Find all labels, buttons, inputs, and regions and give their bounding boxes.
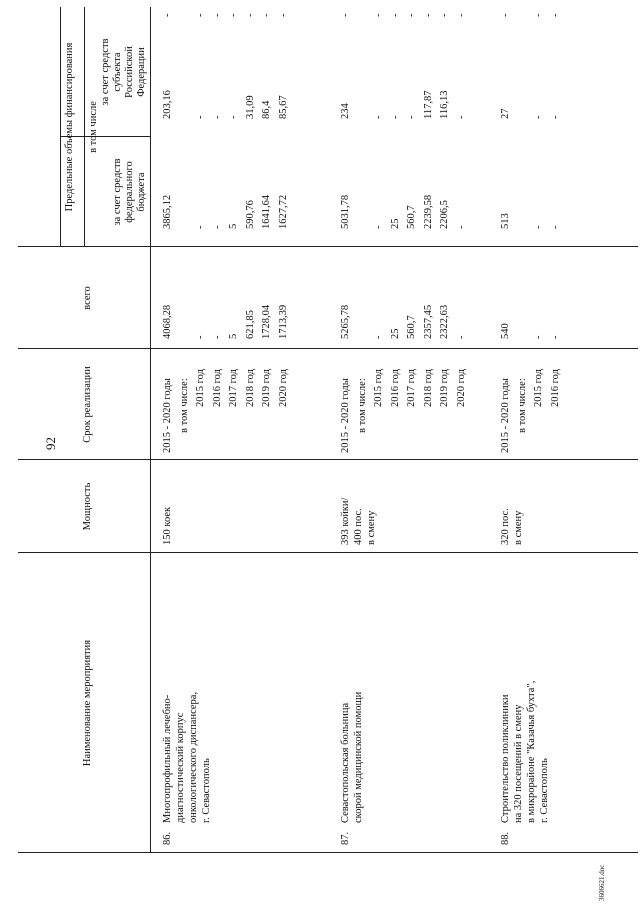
total-value: 5265,78	[340, 304, 351, 339]
year-extrabudget: -	[455, 13, 467, 17]
including-label: в том числе:	[178, 378, 190, 433]
year-subject: 116,13	[439, 90, 450, 119]
header-subject-line: Российской	[124, 46, 136, 98]
period-range: 2015 - 2020 годы	[162, 378, 173, 453]
extrabudget-value: -	[162, 13, 173, 17]
column-divider	[18, 552, 638, 553]
header-federal	[112, 137, 148, 247]
header-subject-line: субъекта	[112, 52, 124, 92]
header-period: Срок реализации	[82, 366, 93, 443]
year-extrabudget: -	[422, 13, 434, 17]
year-label: 2020 год	[455, 369, 467, 407]
year-label: 2016 год	[389, 369, 401, 407]
year-label: 2015 год	[373, 369, 384, 407]
year-extrabudget: -	[244, 13, 256, 17]
subject-value: 27	[500, 108, 511, 119]
capacity-line: 320 пос.	[500, 508, 511, 545]
extrabudget-value: -	[500, 13, 511, 17]
header-funding: Предельные объемы финансирования	[64, 42, 75, 212]
header-divider	[60, 7, 61, 247]
year-subject: -	[406, 115, 417, 119]
year-total: -	[549, 335, 561, 339]
measure-name-line: онкологического диспансера,	[188, 691, 199, 823]
year-extrabudget: -	[261, 13, 272, 17]
year-federal: -	[373, 225, 384, 229]
year-label: 2018 год	[422, 369, 434, 407]
measure-name-line: Строительство поликлиники	[500, 694, 511, 823]
year-total: 25	[389, 328, 401, 339]
header-including: в том числе	[88, 101, 99, 153]
header-bottom-line	[150, 7, 151, 853]
measure-name-line: скорой медицинской помощи	[353, 691, 364, 823]
year-total: 2357,45	[422, 304, 434, 339]
year-label: 2019 год	[261, 369, 272, 407]
total-value: 540	[500, 323, 511, 339]
year-subject: 86,4	[261, 100, 272, 119]
period-range: 2015 - 2020 годы	[340, 378, 351, 453]
year-total: 560,7	[406, 315, 417, 339]
year-label: 2015 год	[195, 369, 206, 407]
measure-name-line: в микрорайоне "Казачья бухта",	[526, 680, 537, 823]
header-federal-line: федерального	[124, 161, 136, 223]
year-subject: -	[373, 115, 384, 119]
year-subject: -	[228, 115, 239, 119]
year-federal: 5	[228, 223, 239, 229]
measure-name-line: на 320 посещений в смену	[513, 704, 524, 823]
year-total: -	[455, 335, 467, 339]
capacity-line: в смену	[513, 510, 524, 545]
year-extrabudget: -	[549, 13, 561, 17]
year-federal: -	[455, 225, 467, 229]
year-extrabudget: -	[373, 13, 384, 17]
year-federal: 2206,5	[439, 200, 450, 229]
including-label: в том числе:	[516, 378, 528, 433]
year-subject: -	[455, 115, 467, 119]
year-label: 2017 год	[406, 369, 417, 407]
period-range: 2015 - 2020 годы	[500, 378, 511, 453]
column-divider	[18, 459, 638, 460]
year-subject: -	[389, 115, 401, 119]
year-federal: 1627,72	[277, 194, 289, 229]
year-total: -	[533, 335, 544, 339]
year-federal: 560,7	[406, 205, 417, 229]
header-subject-line: за счет средств	[100, 38, 111, 106]
federal-value: 513	[500, 213, 511, 229]
measure-name-line: диагностический корпус	[175, 712, 186, 823]
year-federal: 1641,64	[261, 194, 272, 229]
year-total: 1713,39	[277, 304, 289, 339]
including-label: в том числе:	[356, 378, 368, 433]
year-subject: -	[533, 115, 544, 119]
year-extrabudget: -	[406, 13, 417, 17]
year-total: 621,85	[244, 310, 256, 339]
extrabudget-value: -	[340, 13, 351, 17]
subject-value: 234	[340, 103, 351, 119]
year-extrabudget: -	[439, 13, 450, 17]
column-divider	[18, 246, 638, 247]
measure-name-line: г. Севастополь	[539, 758, 550, 823]
year-label: 2016 год	[211, 369, 223, 407]
capacity-line: в смену	[366, 510, 377, 545]
header-subject	[100, 7, 148, 137]
year-subject: 85,67	[277, 95, 289, 119]
year-extrabudget: -	[389, 13, 401, 17]
measure-name-line: Многопрофильный лечебно-	[162, 694, 173, 823]
column-divider	[18, 348, 638, 349]
capacity-line: 150 коек	[162, 506, 173, 545]
year-label: 2015 год	[533, 369, 544, 407]
year-federal: 2239,58	[422, 194, 434, 229]
year-total: -	[195, 335, 206, 339]
year-total: -	[373, 335, 384, 339]
year-federal: -	[195, 225, 206, 229]
year-subject: -	[549, 115, 561, 119]
header-subject-line: Федерации	[136, 47, 148, 97]
year-label: 2019 год	[439, 369, 450, 407]
header-federal-line: за счет средств	[112, 158, 123, 226]
total-value: 4068,28	[162, 304, 173, 339]
row-number: 88.	[500, 831, 511, 845]
row-number: 86.	[162, 831, 173, 845]
year-federal: 590,76	[244, 200, 256, 229]
capacity-line: 400 пос.	[353, 508, 364, 545]
year-label: 2018 год	[244, 369, 256, 407]
year-federal: -	[211, 225, 223, 229]
subject-value: 203,16	[162, 90, 173, 119]
year-extrabudget: -	[277, 13, 289, 17]
page-number: 92	[43, 437, 58, 450]
header-total: всего	[82, 286, 93, 310]
year-federal: -	[533, 225, 544, 229]
year-total: 5	[228, 333, 239, 339]
year-subject: -	[195, 115, 206, 119]
year-extrabudget: -	[228, 13, 239, 17]
year-total: 2322,63	[439, 304, 450, 339]
header-federal-line: бюджета	[136, 172, 148, 212]
file-reference: 3606621.doc	[598, 864, 606, 901]
table-border-left	[18, 852, 638, 853]
year-label: 2017 год	[228, 369, 239, 407]
federal-value: 3865,12	[162, 194, 173, 229]
measure-name-line: Севастопольская больница	[340, 702, 351, 823]
year-extrabudget: -	[533, 13, 544, 17]
year-federal: 25	[389, 218, 401, 229]
year-label: 2016 год	[549, 369, 561, 407]
header-name: Наименование мероприятия	[82, 639, 93, 767]
measure-name-line: г. Севастополь	[201, 758, 212, 823]
row-number: 87.	[340, 831, 351, 845]
capacity-line: 393 койки/	[340, 497, 351, 545]
year-extrabudget: -	[195, 13, 206, 17]
year-label: 2020 год	[277, 369, 289, 407]
year-total: -	[211, 335, 223, 339]
year-federal: -	[549, 225, 561, 229]
header-capacity: Мощность	[82, 482, 93, 531]
year-subject: 31,09	[244, 95, 256, 119]
year-subject: -	[211, 115, 223, 119]
year-extrabudget: -	[211, 13, 223, 17]
header-divider	[84, 7, 85, 247]
year-subject: 117,87	[422, 90, 434, 119]
federal-value: 5031,78	[340, 194, 351, 229]
year-total: 1728,04	[261, 304, 272, 339]
